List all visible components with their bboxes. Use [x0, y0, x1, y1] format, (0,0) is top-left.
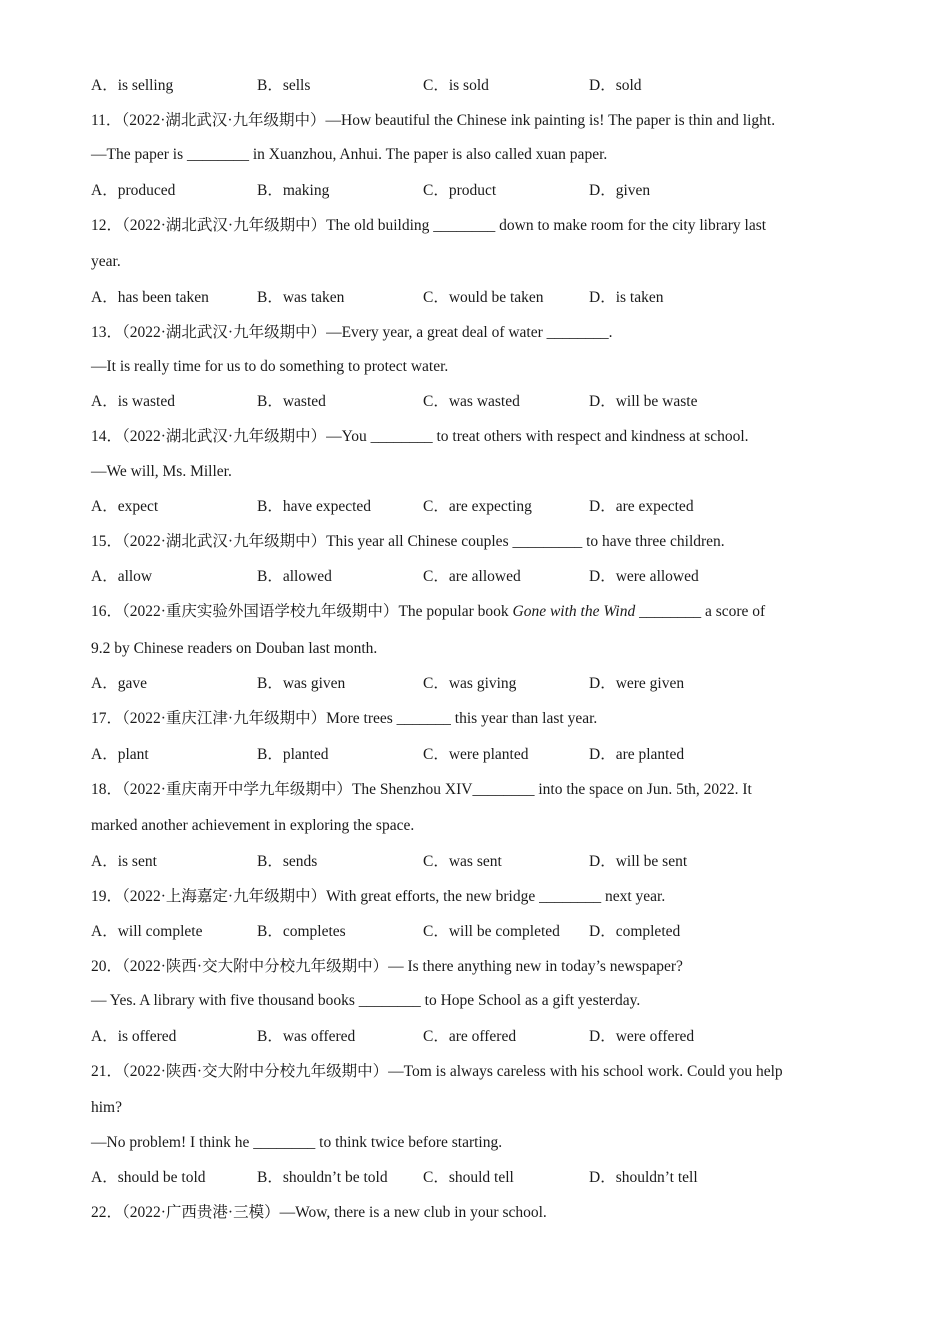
- question-text-cont: ________ a score of: [635, 603, 766, 620]
- q19-stem-line1: [91, 887, 665, 907]
- q11-options: [91, 181, 891, 201]
- q18-options: [91, 852, 891, 872]
- question-number: 15．: [91, 533, 123, 550]
- question-text: This year all Chinese couples _________ to have three children.: [326, 533, 725, 550]
- option-d[interactable]: D．were offered: [589, 1028, 695, 1045]
- q13-stem-line2: —It is really time for us to do something to protect water.: [91, 358, 449, 375]
- q16-options: [91, 674, 891, 694]
- question-source: （2022·湖北武汉·九年级期中）: [122, 324, 327, 341]
- option-c[interactable]: C．are offered: [423, 1028, 517, 1045]
- question-text: — Is there anything new in today’s newspaper?: [388, 958, 683, 975]
- option-c[interactable]: C．product: [423, 182, 497, 199]
- question-number: 13．: [91, 324, 123, 341]
- question-source: （2022·重庆江津·九年级期中）: [122, 710, 327, 727]
- q20-options: [91, 1027, 891, 1047]
- option-c[interactable]: C．would be taken: [423, 289, 544, 306]
- question-text: —Every year, a great deal of water ________.: [326, 324, 613, 341]
- question-source: （2022·重庆南开中学九年级期中）: [122, 781, 352, 798]
- q10-options: [91, 76, 891, 96]
- option-b[interactable]: B．completes: [257, 923, 346, 940]
- question-source: （2022·广西贵港·三模）: [122, 1204, 280, 1221]
- question-text: The popular book: [398, 603, 513, 620]
- option-d[interactable]: D．completed: [589, 923, 681, 940]
- option-d[interactable]: D．were allowed: [589, 568, 699, 585]
- question-text: —How beautiful the Chinese ink painting is! The paper is thin and light.: [325, 112, 776, 129]
- question-number: 11．: [91, 112, 122, 129]
- q13-options: [91, 392, 891, 412]
- q15-stem-line1: [91, 532, 725, 552]
- option-b[interactable]: B．allowed: [257, 568, 332, 585]
- option-b[interactable]: B．making: [257, 182, 330, 199]
- q12-stem-line1: [91, 216, 766, 236]
- option-a[interactable]: A．plant: [91, 746, 149, 763]
- option-d[interactable]: D．are expected: [589, 498, 694, 515]
- q12-stem-line2: year.: [91, 253, 121, 270]
- q17-stem-line1: [91, 709, 597, 729]
- option-d[interactable]: D．given: [589, 182, 651, 199]
- q14-stem-line1: [91, 427, 749, 447]
- q17-options: [91, 745, 891, 765]
- q15-options: [91, 567, 891, 587]
- option-a[interactable]: A．has been taken: [91, 289, 209, 306]
- question-text: The old building ________ down to make room for the city library last: [326, 217, 767, 234]
- option-a[interactable]: A．expect: [91, 498, 159, 515]
- q21-stem-line1: [91, 1062, 783, 1082]
- question-source: （2022·湖北武汉·九年级期中）: [122, 533, 327, 550]
- option-b[interactable]: B．sends: [257, 853, 318, 870]
- option-a[interactable]: A．produced: [91, 182, 176, 199]
- q20-stem-line2: — Yes. A library with five thousand books ________ to Hope School as a gift yesterday.: [91, 992, 641, 1009]
- q14-options: [91, 497, 891, 517]
- q19-options: [91, 922, 891, 942]
- q18-stem-line1: [91, 780, 752, 800]
- question-number: 18．: [91, 781, 123, 798]
- q16-stem-line2: 9.2 by Chinese readers on Douban last month.: [91, 640, 378, 657]
- option-c[interactable]: C．is sold: [423, 77, 489, 94]
- q20-stem-line1: [91, 957, 683, 977]
- q11-stem-line1: [91, 111, 775, 131]
- book-title: Gone with the Wind: [512, 603, 636, 620]
- option-a[interactable]: A．gave: [91, 675, 147, 692]
- q21-options: [91, 1168, 891, 1188]
- option-d[interactable]: D．sold: [589, 77, 642, 94]
- question-text: With great efforts, the new bridge ________ next year.: [326, 888, 666, 905]
- option-b[interactable]: B．was taken: [257, 289, 345, 306]
- q22-stem-line1: [91, 1203, 547, 1223]
- option-c[interactable]: C．was giving: [423, 675, 517, 692]
- q12-options: [91, 288, 891, 308]
- question-source: （2022·陕西·交大附中分校九年级期中）: [122, 958, 389, 975]
- q16-stem-line1: [91, 602, 765, 622]
- option-d[interactable]: D．are planted: [589, 746, 685, 763]
- option-a[interactable]: A．allow: [91, 568, 153, 585]
- option-a[interactable]: A．should be told: [91, 1169, 206, 1186]
- question-text: —You ________ to treat others with respect and kindness at school.: [326, 428, 749, 445]
- question-number: 21．: [91, 1063, 123, 1080]
- question-source: （2022·重庆实验外国语学校九年级期中）: [122, 603, 399, 620]
- q21-stem-line2: him?: [91, 1099, 122, 1116]
- option-c[interactable]: C．was wasted: [423, 393, 520, 410]
- option-d[interactable]: D．will be waste: [589, 393, 698, 410]
- option-a[interactable]: A．is sent: [91, 853, 157, 870]
- option-b[interactable]: B．shouldn’t be told: [257, 1169, 388, 1186]
- question-number: 20．: [91, 958, 123, 975]
- question-source: （2022·陕西·交大附中分校九年级期中）: [122, 1063, 389, 1080]
- question-source: （2022·湖北武汉·九年级期中）: [122, 217, 327, 234]
- option-d[interactable]: D．is taken: [589, 289, 664, 306]
- q21-stem-line3: —No problem! I think he ________ to think twice before starting.: [91, 1134, 503, 1151]
- option-a[interactable]: A．will complete: [91, 923, 203, 940]
- question-source: （2022·湖北武汉·九年级期中）: [122, 428, 327, 445]
- question-text: —Tom is always careless with his school work. Could you help: [388, 1063, 783, 1080]
- option-b[interactable]: B．sells: [257, 77, 311, 94]
- option-c[interactable]: C．was sent: [423, 853, 502, 870]
- question-number: 12．: [91, 217, 123, 234]
- option-d[interactable]: D．will be sent: [589, 853, 688, 870]
- option-b[interactable]: B．planted: [257, 746, 329, 763]
- option-c[interactable]: C．are allowed: [423, 568, 521, 585]
- q14-stem-line2: —We will, Ms. Miller.: [91, 463, 232, 480]
- question-number: 16．: [91, 603, 123, 620]
- option-b[interactable]: B．was offered: [257, 1028, 356, 1045]
- question-source: （2022·湖北武汉·九年级期中）: [121, 112, 326, 129]
- question-number: 14．: [91, 428, 123, 445]
- option-a[interactable]: A．is offered: [91, 1028, 177, 1045]
- option-c[interactable]: C．should tell: [423, 1169, 514, 1186]
- option-a[interactable]: A．is selling: [91, 77, 174, 94]
- option-c[interactable]: C．were planted: [423, 746, 529, 763]
- option-b[interactable]: B．wasted: [257, 393, 326, 410]
- option-d[interactable]: D．shouldn’t tell: [589, 1169, 698, 1186]
- option-d[interactable]: D．were given: [589, 675, 685, 692]
- question-number: 17．: [91, 710, 123, 727]
- q13-stem-line1: [91, 323, 613, 343]
- option-b[interactable]: B．was given: [257, 675, 346, 692]
- q18-stem-line2: marked another achievement in exploring the space.: [91, 817, 415, 834]
- question-text: The Shenzhou XIV________ into the space on Jun. 5th, 2022. It: [351, 781, 752, 798]
- option-c[interactable]: C．are expecting: [423, 498, 532, 515]
- question-text: More trees _______ this year than last year.: [326, 710, 598, 727]
- q11-stem-line2: —The paper is ________ in Xuanzhou, Anhui. The paper is also called xuan paper.: [91, 146, 608, 163]
- option-c[interactable]: C．will be completed: [423, 923, 560, 940]
- option-b[interactable]: B．have expected: [257, 498, 372, 515]
- question-number: 22．: [91, 1204, 123, 1221]
- question-source: （2022·上海嘉定·九年级期中）: [122, 888, 327, 905]
- question-text: —Wow, there is a new club in your school.: [279, 1204, 547, 1221]
- question-number: 19．: [91, 888, 123, 905]
- option-a[interactable]: A．is wasted: [91, 393, 175, 410]
